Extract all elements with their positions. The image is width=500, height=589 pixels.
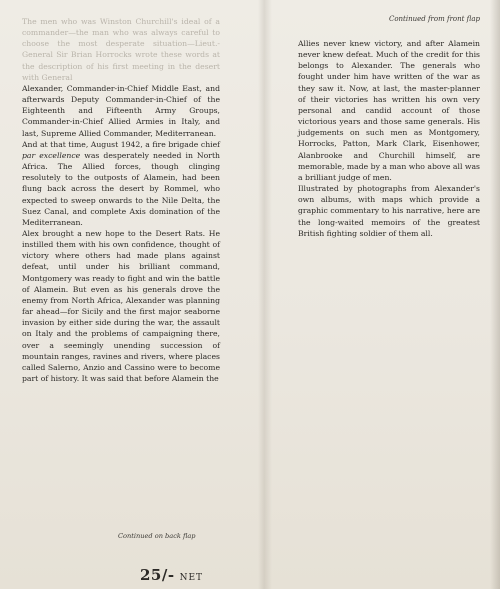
continued-on-note: Continued on back flap [118, 532, 196, 540]
paragraph-3: Alex brought a new hope to the Desert Rats. He instilled them with his own confidence, thought of victory where others had made plans against defeat, until under his brilliant command, Montgomery was ready to fight and win the battle of Alamein. But even as his generals drove the enemy from North Africa, Alexander was planning far ahead—for Sicily and the first major seaborne invasion by either side during the war, the assault on Italy and the problems of campaigning there, over a seemingly unending succession of mountain ranges, ravines and rivers, where places called Salerno, Anzio and Cassino were to become part of history. It was said that before Alamein the [22, 228, 220, 383]
price-net: NET [179, 573, 204, 583]
right-column [298, 38, 480, 239]
paragraph-2-prefix: And at that time, August 1942, a fire brigade chief [22, 139, 220, 149]
price-label [140, 565, 203, 584]
right-paragraph-1: Allies never knew victory, and after Alamein never knew defeat. Much of the credit for this belongs to Alexander. The generals who fought under him have written of the war as they saw it. Now, at last, the master-planner of their victories has written his own very personal and candid account of those victorious years and those same generals. His judgements on such men as Montgomery, Horrocks, Patton, Mark Clark, Eisenhower, Alanbrooke and Churchill himself, are memorable, made by a man who above all was a brilliant judge of men. [298, 39, 480, 182]
paragraph-2-suffix: was desperately needed in North Africa. The Allied forces, though clinging resolutely to the outposts of Alamein, had been flung back across the desert by Rommel, who expected to sweep onwards to the Nile Delta, the Suez Canal, and complete Axis domination of the Mediterranean. [22, 150, 220, 227]
paper-edge [490, 0, 500, 589]
page-fold [258, 0, 272, 589]
price-value: 25/- [140, 566, 175, 584]
right-paragraph-2: Illustrated by photographs from Alexander's own albums, with maps which provide a graphic commentary to his narrative, here are the long-waited memoirs of the greatest British fighting soldier of them all. [298, 184, 480, 238]
left-column [22, 16, 220, 384]
paragraph-1: Alexander, Commander-in-Chief Middle East, and afterwards Deputy Commander-in-Chief of the Eighteenth and Fifteenth Army Groups, Commander-in-Chief Allied Armies in Italy, and last, Supreme Allied Commander, Mediterranean. [22, 83, 220, 138]
faded-intro-text: The men who was Winston Churchill's ideal of a commander—the man who was always careful to choose the most desperate situation—Lieut.-General Sir Brian Horrocks wrote these words at the description of his first meeting in the desert with General [22, 17, 220, 82]
continued-from-note: Continued from front flap [388, 15, 480, 23]
paragraph-2-italic: par excellence [22, 150, 81, 160]
paragraph-2 [22, 139, 220, 228]
